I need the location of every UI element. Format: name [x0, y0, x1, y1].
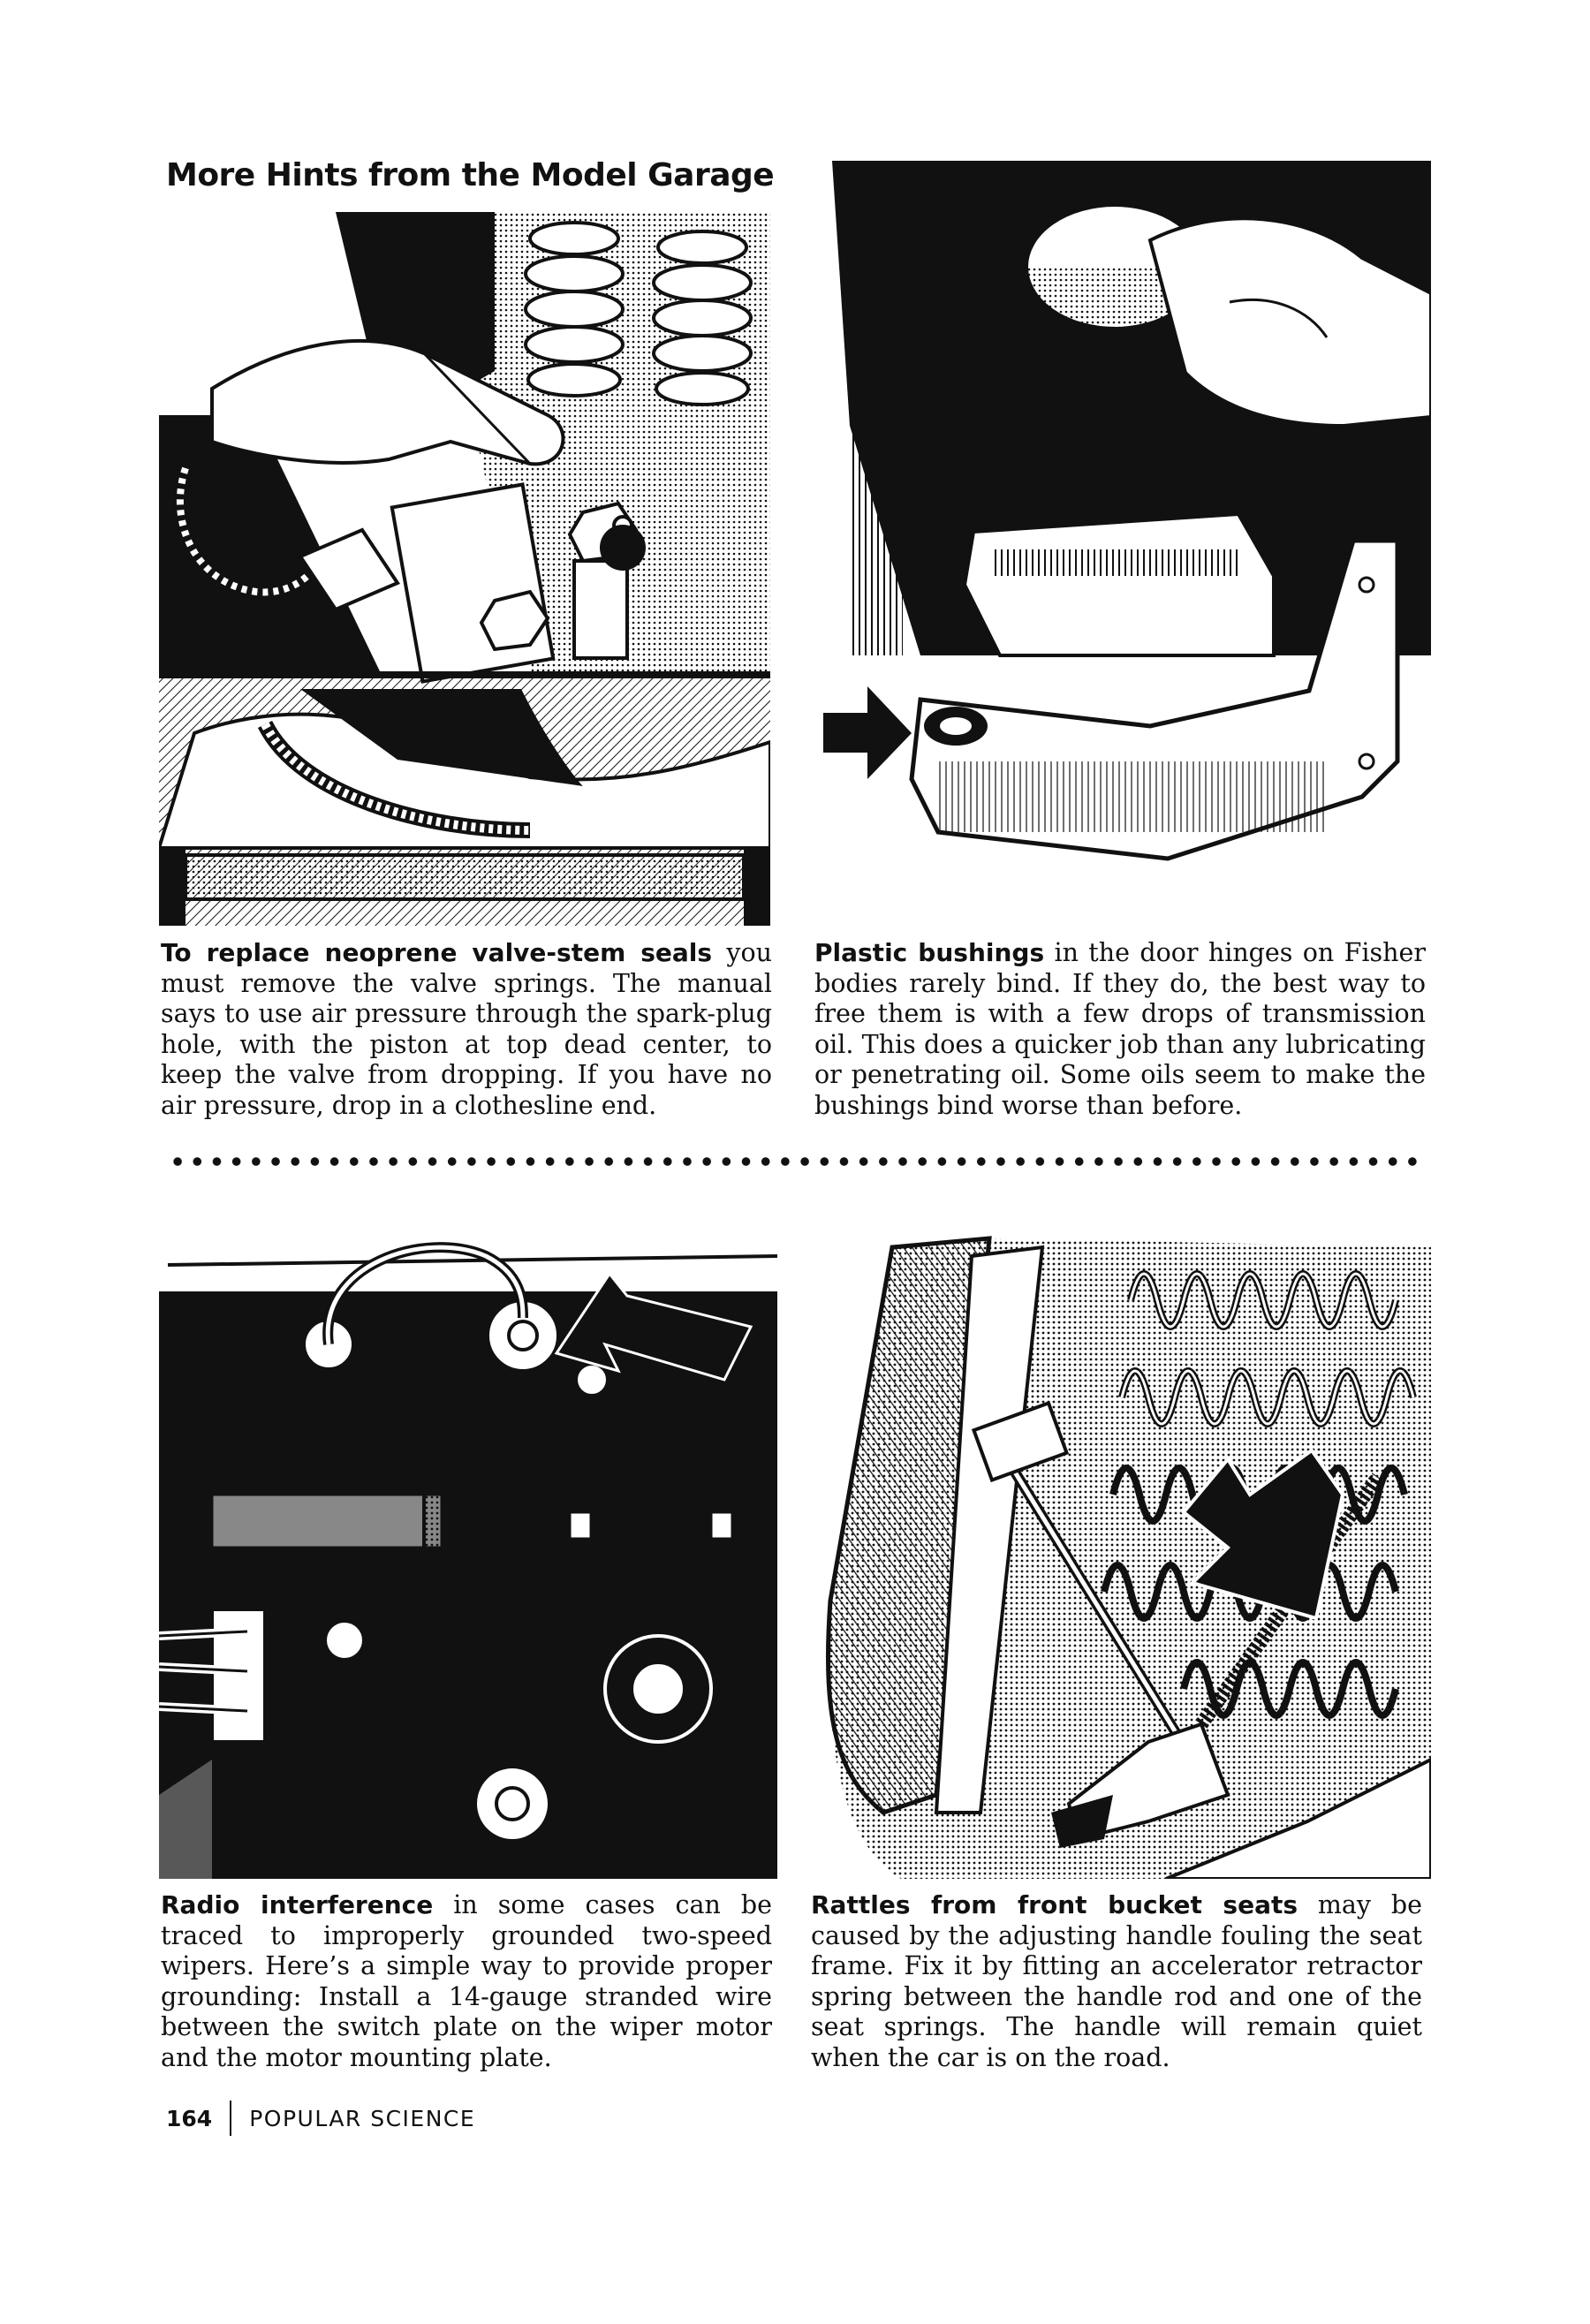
caption-body: in the door hinges on Fisher bodies rarely bind. If they do, the best way to free them is with a few drops of transmission oil. This does a quicker job than any lubricating or penetrating oil. Some oils seem to make the bushings bind worse than before.	[814, 938, 1427, 1120]
page-footer	[166, 2101, 475, 2136]
page-title: More Hints from the Model Garage	[166, 157, 775, 193]
caption-lead: Plastic bushings	[814, 938, 1045, 967]
wiper-motor-illustration	[159, 1230, 777, 1879]
caption-lead: Radio interference	[161, 1890, 434, 1919]
caption-lead: To replace neoprene valve-stem seals	[161, 938, 713, 967]
footer-divider	[230, 2101, 231, 2136]
bucket-seat-spring-illustration	[813, 1230, 1431, 1879]
caption-body: you must remove the valve springs. The manual says to use air pressure through the spark-plug hole, with the piston at top dead center, to keep the valve from dropping. If you have no air pressure, drop in a clothesline end.	[161, 938, 772, 1120]
caption-radio-interference	[161, 1890, 772, 2073]
caption-valve-seals	[161, 938, 772, 1121]
caption-body: in some cases can be traced to improperly grounded two-speed wipers. Here’s a simple way to provide proper grounding: Install a 14-gauge stranded wire between the switch plate on the wiper motor and the motor mounting plate.	[161, 1890, 772, 2072]
valve-springs-illustration	[159, 212, 770, 926]
dotted-divider	[168, 1155, 1422, 1168]
page-number: 164	[166, 2105, 213, 2131]
caption-bucket-seats	[811, 1890, 1422, 2073]
caption-body: may be caused by the adjusting handle fouling the seat frame. Fix it by fitting an accelerator retractor spring between the handle rod and one of the seat springs. The handle will remain quiet when the car is on the road.	[811, 1890, 1422, 2072]
caption-plastic-bushings	[814, 938, 1426, 1121]
door-hinge-bushing-illustration	[814, 161, 1431, 926]
caption-lead: Rattles from front bucket seats	[811, 1890, 1298, 1919]
magazine-name: POPULAR SCIENCE	[249, 2105, 476, 2131]
